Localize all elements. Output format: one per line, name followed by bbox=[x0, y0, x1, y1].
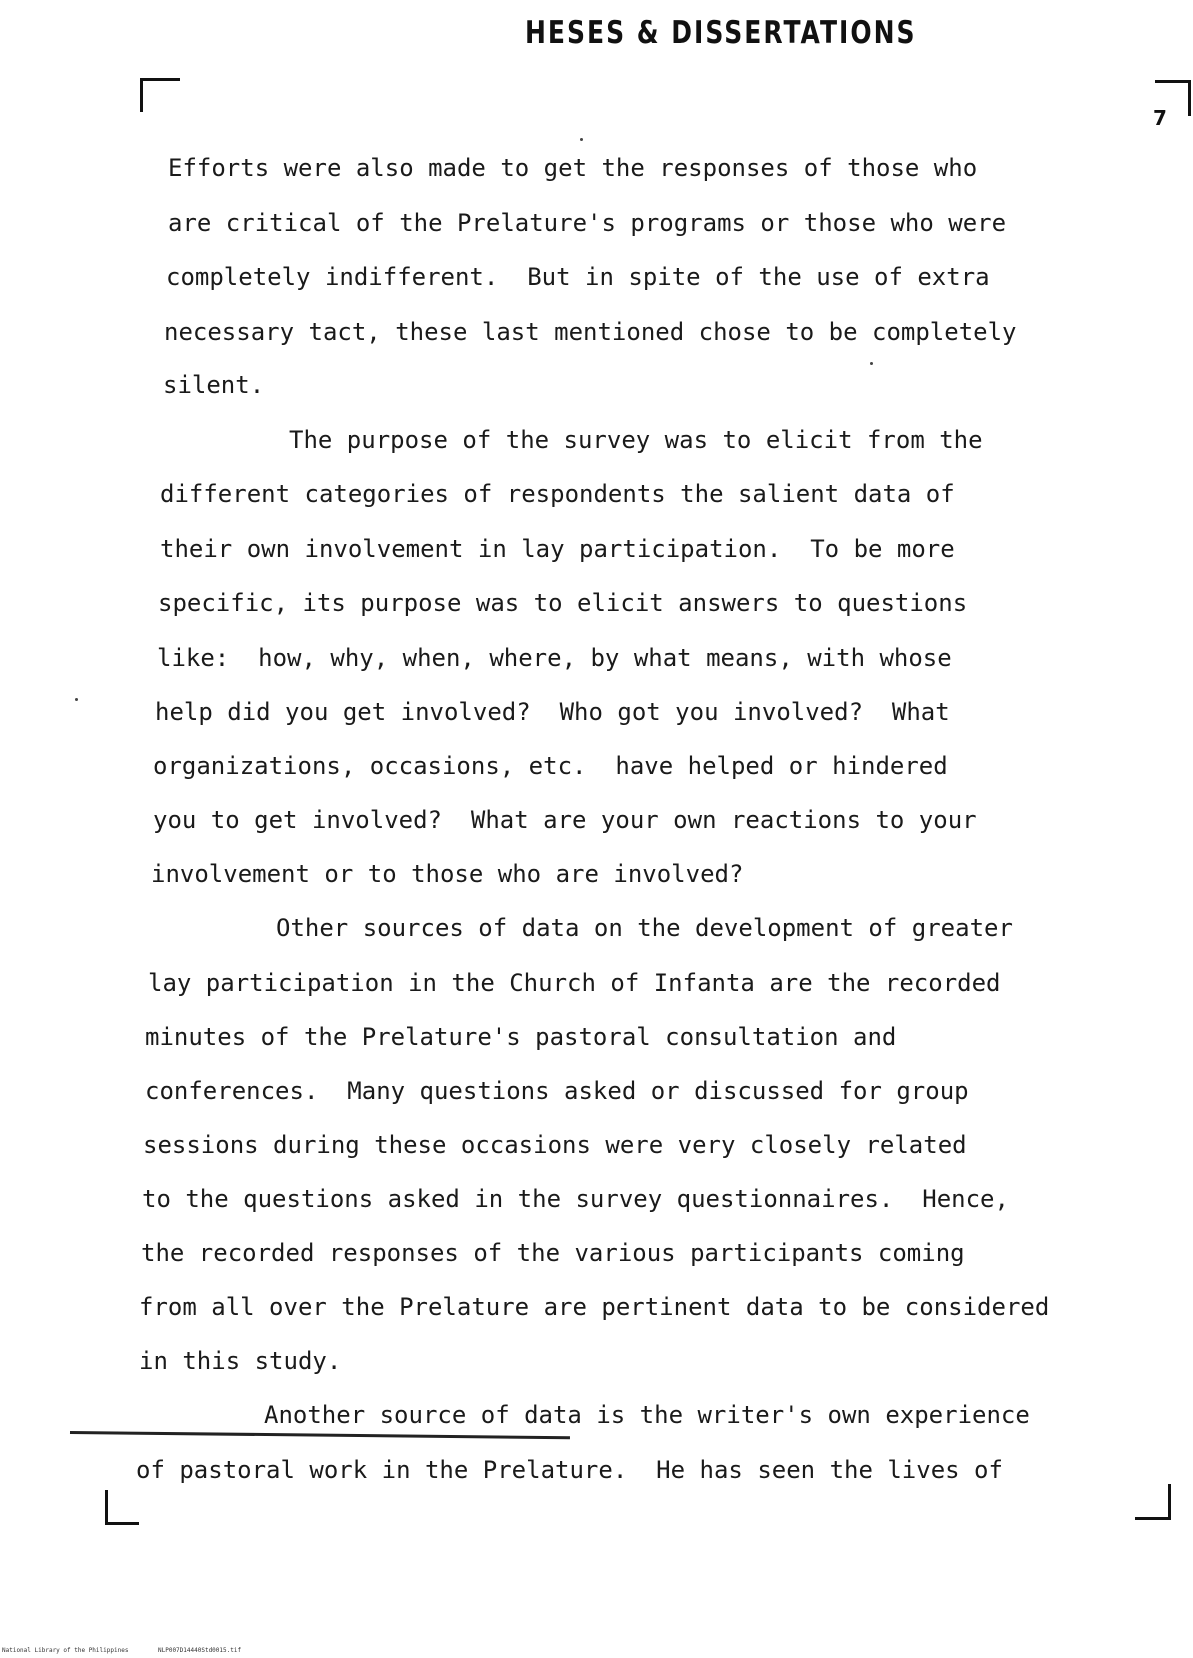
text-line: necessary tact, these last mentioned chose to be completely bbox=[164, 318, 1017, 346]
text-line: Efforts were also made to get the responses of those who bbox=[168, 154, 978, 182]
page-number: 7 bbox=[1153, 106, 1167, 130]
text-line: you to get involved? What are your own reactions to your bbox=[153, 806, 977, 834]
text-line: from all over the Prelature are pertinent data to be considered bbox=[139, 1293, 1050, 1321]
crop-mark-top-right-vertical bbox=[1188, 80, 1191, 116]
text-line: lay participation in the Church of Infanta are the recorded bbox=[148, 969, 1001, 997]
text-line: to the questions asked in the survey questionnaires. Hence, bbox=[142, 1185, 1009, 1213]
text-line: the recorded responses of the various participants coming bbox=[141, 1239, 965, 1267]
scan-footer-left: National Library of the Philippines bbox=[2, 1647, 129, 1654]
text-line: completely indifferent. But in spite of the use of extra bbox=[166, 263, 990, 291]
text-line: Other sources of data on the development of greater bbox=[276, 914, 1013, 942]
text-line: help did you get involved? Who got you involved? What bbox=[155, 698, 950, 726]
text-line: organizations, occasions, etc. have helped or hindered bbox=[153, 752, 948, 780]
scan-speck bbox=[580, 138, 583, 141]
crop-mark-top-left-horizontal bbox=[140, 78, 180, 81]
text-line: involvement or to those who are involved? bbox=[151, 860, 744, 888]
text-line: their own involvement in lay participation. To be more bbox=[160, 535, 955, 563]
stray-underline bbox=[70, 1431, 570, 1439]
text-line: in this study. bbox=[139, 1347, 342, 1375]
text-line: The purpose of the survey was to elicit from the bbox=[289, 426, 983, 454]
crop-mark-bottom-left-horizontal bbox=[105, 1522, 139, 1525]
text-line: sessions during these occasions were very closely related bbox=[143, 1131, 967, 1159]
crop-mark-bottom-left-vertical bbox=[105, 1490, 108, 1524]
crop-mark-bottom-right-vertical bbox=[1168, 1484, 1171, 1520]
text-line: of pastoral work in the Prelature. He has seen the lives of bbox=[136, 1456, 1003, 1484]
text-line: are critical of the Prelature's programs or those who were bbox=[168, 209, 1007, 237]
text-line: silent. bbox=[163, 371, 265, 399]
text-line: Another source of data is the writer's own experience bbox=[264, 1401, 1030, 1429]
scan-speck bbox=[75, 698, 78, 701]
crop-mark-top-left-vertical bbox=[140, 78, 143, 112]
text-line: like: how, why, when, where, by what means, with whose bbox=[157, 644, 952, 672]
text-line: specific, its purpose was to elicit answers to questions bbox=[158, 589, 968, 617]
text-line: conferences. Many questions asked or discussed for group bbox=[145, 1077, 969, 1105]
scan-footer-right: NLP007D14440Std0015.tif bbox=[158, 1647, 242, 1654]
crop-mark-top-right-horizontal bbox=[1155, 80, 1191, 83]
text-line: different categories of respondents the salient data of bbox=[160, 480, 955, 508]
text-line: minutes of the Prelature's pastoral consultation and bbox=[145, 1023, 897, 1051]
theses-stamp: HESES & DISSERTATIONS bbox=[525, 14, 917, 51]
scan-speck bbox=[870, 362, 873, 365]
crop-mark-bottom-right-horizontal bbox=[1135, 1517, 1171, 1520]
